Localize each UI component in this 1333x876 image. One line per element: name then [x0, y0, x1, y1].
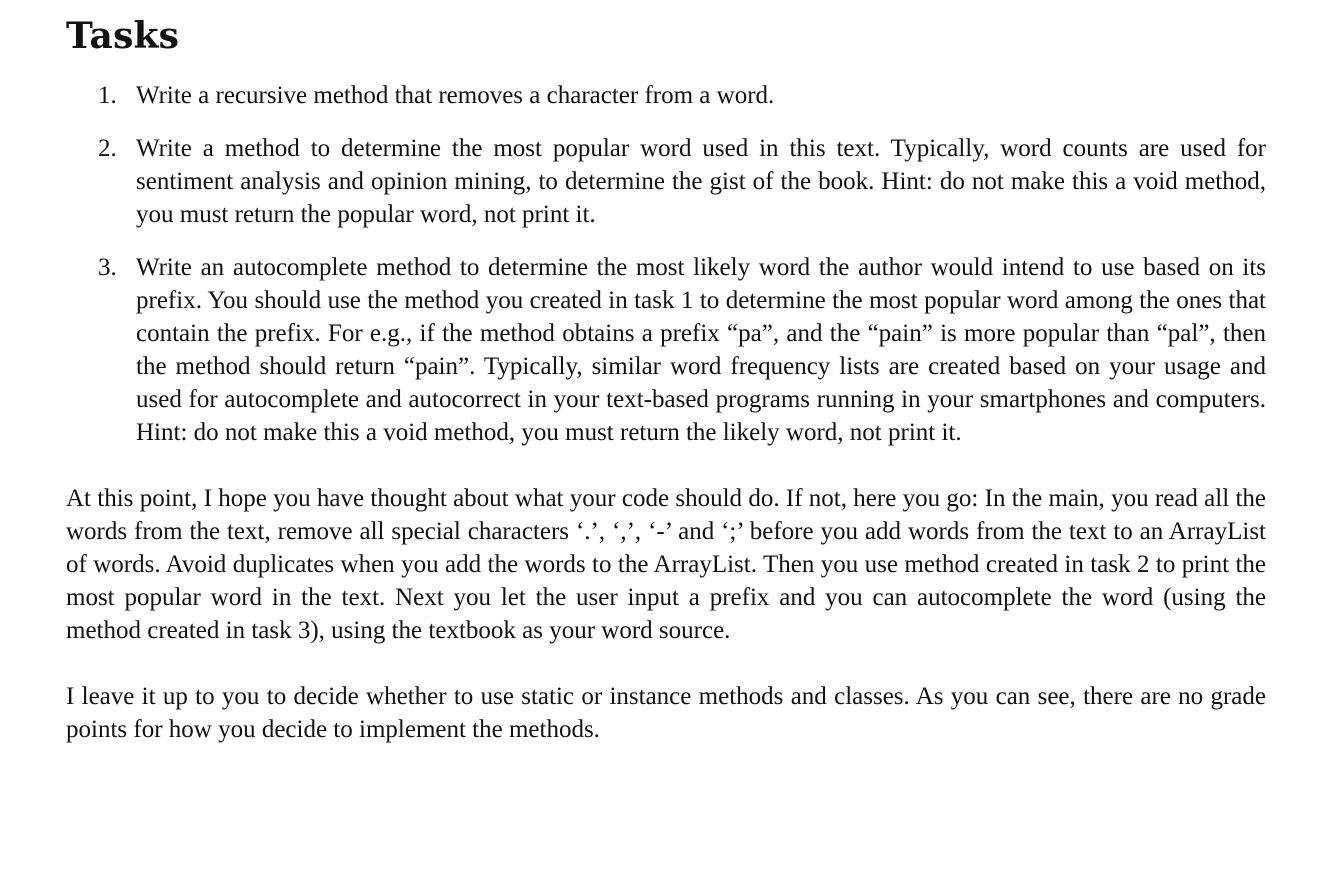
task-list: [66, 79, 1266, 449]
task-item-1: [66, 79, 1266, 112]
explanation-paragraph: At this point, I hope you have thought about what your code should do. If not, here you go: In the main, you read all the words from the text, remove all special characters ‘.’, ‘,’, ‘-’ and ‘;’ before you add words from the text to an ArrayList of words. Avoid duplicates when you add the words to the ArrayList. Then you use method created in task 2 to print the most popular word in the text. Next you let the user input a prefix and you can autocomplete the word (using the method created in task 3), using the textbook as your word source.: [66, 485, 1266, 644]
task-text: Write a recursive method that removes a character from a word.: [136, 82, 775, 109]
task-item-3: [66, 251, 1266, 449]
task-text: Write an autocomplete method to determine the most likely word the author would intend to use based on its prefix. You should use the method you created in task 1 to determine the most popular word among the ones that contain the prefix. For e.g., if the method obtains a prefix “pa”, and the “pain” is more popular than “pal”, then the method should return “pain”. Typically, similar word frequency lists are created based on your usage and used for autocomplete and autocorrect in your text-based programs running in your smartphones and computers. Hint: do not make this a void method, you must return the likely word, not print it.: [136, 254, 1266, 446]
task-number: 1.: [98, 82, 117, 109]
task-text: Write a method to determine the most popular word used in this text. Typically, word counts are used for sentiment analysis and opinion mining, to determine the gist of the book. Hint: do not make this a void method, you must return the popular word, not print it.: [136, 135, 1266, 228]
task-number: 2.: [98, 135, 117, 162]
task-item-2: [66, 132, 1266, 231]
section-heading: Tasks: [66, 15, 180, 57]
closing-paragraph: I leave it up to you to decide whether to use static or instance methods and classes. As you can see, there are no grade points for how you decide to implement the methods.: [66, 683, 1266, 743]
document-page: [66, 10, 1266, 746]
task-number: 3.: [98, 254, 117, 281]
